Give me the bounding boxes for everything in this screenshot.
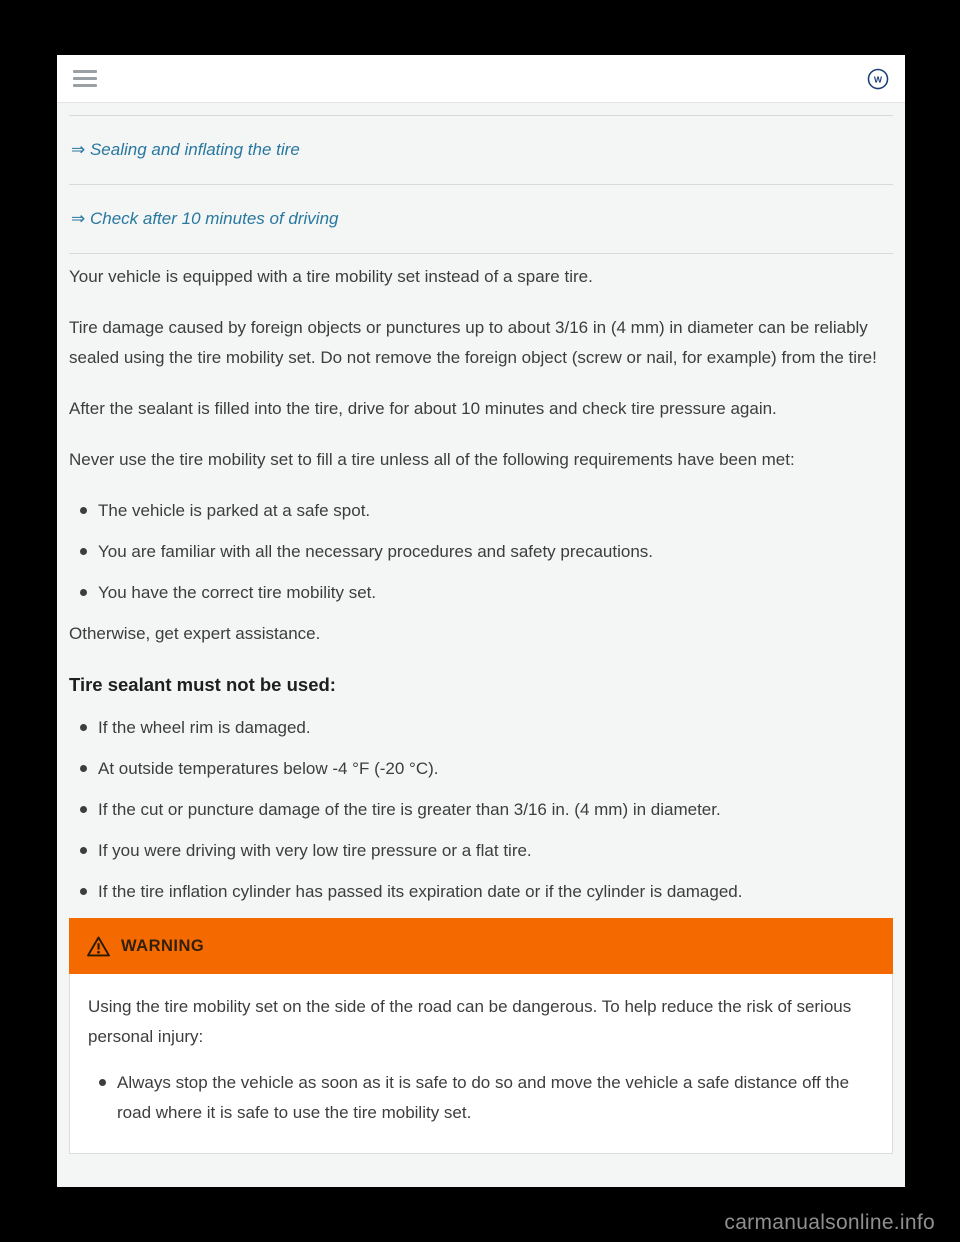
svg-text:W: W bbox=[873, 73, 883, 84]
watermark: carmanualsonline.info bbox=[724, 1211, 935, 1234]
warning-title: WARNING bbox=[121, 937, 205, 955]
paragraph-never-use: Never use the tire mobility set to fill a tire unless all of the following requirements have been met: bbox=[69, 450, 795, 469]
list-item: At outside temperatures below -4 °F (-20 °C). bbox=[69, 754, 893, 784]
list-item: Always stop the vehicle as soon as it is safe to do so and move the vehicle a safe distance off the road where it is safe to use the tire mobility set. bbox=[88, 1068, 874, 1128]
link-sealing-inflating-tire[interactable] bbox=[69, 116, 893, 185]
reference-links bbox=[69, 115, 893, 254]
link-label: ⇒ Check after 10 minutes of driving bbox=[71, 209, 339, 228]
list-item: The vehicle is parked at a safe spot. bbox=[69, 496, 893, 526]
page-content bbox=[57, 103, 905, 1187]
vw-logo-icon bbox=[867, 68, 889, 90]
not-used-list bbox=[69, 713, 893, 907]
warning-list bbox=[88, 1068, 874, 1128]
manual-page bbox=[57, 55, 905, 1187]
requirements-list bbox=[69, 496, 893, 608]
list-item: If the cut or puncture damage of the tire is greater than 3/16 in. (4 mm) in diameter. bbox=[69, 795, 893, 825]
menu-icon[interactable] bbox=[73, 66, 97, 91]
list-item: You are familiar with all the necessary procedures and safety precautions. bbox=[69, 537, 893, 567]
heading-sealant-not-used: Tire sealant must not be used: bbox=[69, 674, 336, 695]
toolbar bbox=[57, 55, 905, 103]
list-item: If you were driving with very low tire pressure or a flat tire. bbox=[69, 836, 893, 866]
list-item: If the tire inflation cylinder has passed its expiration date or if the cylinder is damaged. bbox=[69, 877, 893, 907]
paragraph-after-sealant: After the sealant is filled into the tire, drive for about 10 minutes and check tire pressure again. bbox=[69, 399, 777, 418]
warning-triangle-icon bbox=[87, 936, 110, 957]
list-item: If the wheel rim is damaged. bbox=[69, 713, 893, 743]
body-text bbox=[69, 254, 893, 1154]
paragraph-otherwise: Otherwise, get expert assistance. bbox=[69, 624, 321, 643]
warning-intro: Using the tire mobility set on the side of the road can be dangerous. To help reduce the risk of serious personal injury: bbox=[88, 997, 852, 1046]
link-label: ⇒ Sealing and inflating the tire bbox=[71, 140, 300, 159]
paragraph-intro: Your vehicle is equipped with a tire mobility set instead of a spare tire. bbox=[69, 267, 593, 286]
paragraph-tire-damage: Tire damage caused by foreign objects or punctures up to about 3/16 in (4 mm) in diameter can be reliably sealed using the tire mobility set. Do not remove the foreign object (screw or nail, for example) from the tire! bbox=[69, 318, 877, 367]
warning-body bbox=[69, 974, 893, 1154]
link-check-after-driving[interactable] bbox=[69, 185, 893, 254]
list-item: You have the correct tire mobility set. bbox=[69, 578, 893, 608]
warning-banner bbox=[69, 918, 893, 974]
